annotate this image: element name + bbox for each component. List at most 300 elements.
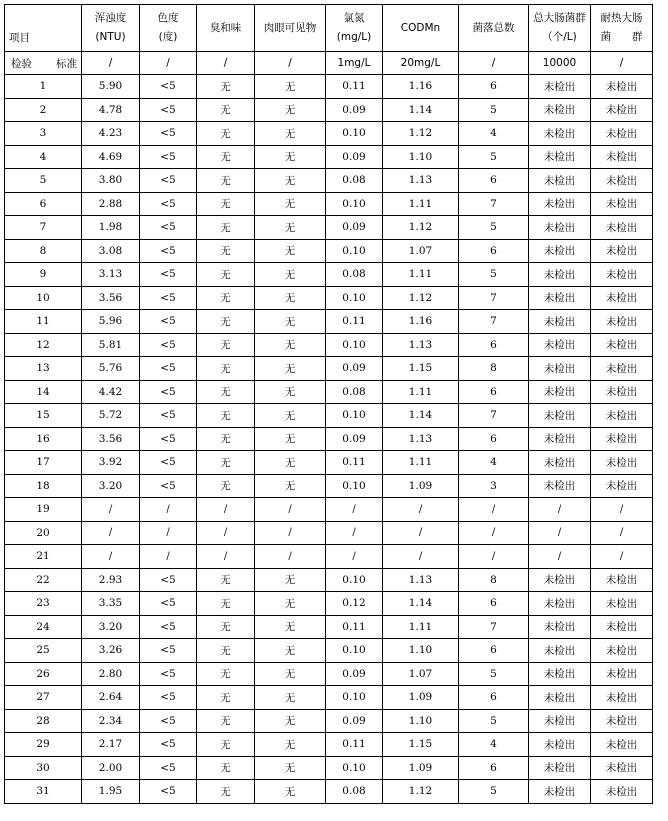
day-number: 25 — [5, 639, 82, 663]
turbidity-value: 3.20 — [82, 615, 140, 639]
turbidity-value: 3.56 — [82, 286, 140, 310]
colony-count-value: 5 — [459, 709, 529, 733]
day-number: 20 — [5, 521, 82, 545]
table-row — [5, 451, 653, 475]
ammonia-value: 0.09 — [326, 662, 383, 686]
color-value: <5 — [140, 733, 197, 757]
codmn-value: 1.16 — [383, 310, 459, 334]
header-line2: (mg/L) — [336, 31, 372, 43]
color-value: <5 — [140, 427, 197, 451]
total-coliforms-value: 未检出 — [529, 239, 591, 263]
visible-matter-value: 无 — [255, 733, 326, 757]
table-row — [5, 521, 653, 545]
codmn-value: 1.12 — [383, 780, 459, 804]
turbidity-value: 2.64 — [82, 686, 140, 710]
header-line2: 菌 群 — [600, 31, 643, 43]
odor-value: 无 — [197, 263, 255, 287]
odor-value: / — [197, 498, 255, 522]
turbidity-value: 3.08 — [82, 239, 140, 263]
data-rows — [5, 75, 653, 804]
colony-count-value: / — [459, 545, 529, 569]
header-line1: 臭和味 — [209, 21, 242, 34]
header-line1: CODMn — [400, 21, 441, 34]
codmn-value: 1.13 — [383, 169, 459, 193]
thermotolerant-coliforms-value: 未检出 — [591, 75, 653, 99]
total-coliforms-value: 未检出 — [529, 615, 591, 639]
table-row — [5, 662, 653, 686]
color-value: <5 — [140, 310, 197, 334]
colony-count-value: 5 — [459, 98, 529, 122]
header-visible-matter — [255, 5, 326, 52]
odor-value: 无 — [197, 474, 255, 498]
total-coliforms-value: 未检出 — [529, 263, 591, 287]
thermotolerant-coliforms-value: 未检出 — [591, 216, 653, 240]
colony-count-value: 8 — [459, 568, 529, 592]
standard-label-b: 标准 — [56, 57, 77, 70]
table-row — [5, 169, 653, 193]
turbidity-value: 4.42 — [82, 380, 140, 404]
day-number: 14 — [5, 380, 82, 404]
turbidity-value: 4.78 — [82, 98, 140, 122]
turbidity-value: 2.93 — [82, 568, 140, 592]
ammonia-value: 0.09 — [326, 216, 383, 240]
total-coliforms-value: 未检出 — [529, 451, 591, 475]
standard-value: 10000 — [529, 52, 591, 75]
color-value: <5 — [140, 263, 197, 287]
codmn-value: 1.14 — [383, 592, 459, 616]
thermotolerant-coliforms-value: 未检出 — [591, 380, 653, 404]
colony-count-value: 6 — [459, 75, 529, 99]
header-line1: 总大肠菌群 — [533, 12, 586, 24]
odor-value: 无 — [197, 427, 255, 451]
codmn-value: 1.13 — [383, 568, 459, 592]
colony-count-value: 6 — [459, 380, 529, 404]
ammonia-value: 0.10 — [326, 122, 383, 146]
color-value: <5 — [140, 192, 197, 216]
total-coliforms-value: 未检出 — [529, 592, 591, 616]
colony-count-value: 4 — [459, 122, 529, 146]
table-row — [5, 216, 653, 240]
day-number: 12 — [5, 333, 82, 357]
ammonia-value: 0.08 — [326, 169, 383, 193]
ammonia-value: 0.11 — [326, 451, 383, 475]
day-number: 17 — [5, 451, 82, 475]
water-quality-table-container — [4, 4, 653, 804]
total-coliforms-value: 未检出 — [529, 780, 591, 804]
table-row — [5, 780, 653, 804]
standard-value: / — [591, 52, 653, 75]
visible-matter-value: 无 — [255, 310, 326, 334]
day-number: 6 — [5, 192, 82, 216]
thermotolerant-coliforms-value: 未检出 — [591, 568, 653, 592]
total-coliforms-value: 未检出 — [529, 98, 591, 122]
thermotolerant-coliforms-value: 未检出 — [591, 427, 653, 451]
colony-count-value: 5 — [459, 780, 529, 804]
visible-matter-value: 无 — [255, 98, 326, 122]
header-ammonia — [326, 5, 383, 52]
codmn-value: 1.09 — [383, 474, 459, 498]
visible-matter-value: 无 — [255, 239, 326, 263]
day-number: 29 — [5, 733, 82, 757]
visible-matter-value: 无 — [255, 780, 326, 804]
codmn-value: / — [383, 545, 459, 569]
table-row — [5, 357, 653, 381]
header-total-coliforms — [529, 5, 591, 52]
colony-count-value: 7 — [459, 310, 529, 334]
table-row — [5, 122, 653, 146]
visible-matter-value: / — [255, 521, 326, 545]
visible-matter-value: 无 — [255, 145, 326, 169]
color-value: <5 — [140, 568, 197, 592]
thermotolerant-coliforms-value: 未检出 — [591, 145, 653, 169]
colony-count-value: 4 — [459, 451, 529, 475]
total-coliforms-value: 未检出 — [529, 310, 591, 334]
visible-matter-value: 无 — [255, 639, 326, 663]
total-coliforms-value: / — [529, 545, 591, 569]
ammonia-value: 0.11 — [326, 615, 383, 639]
thermotolerant-coliforms-value: 未检出 — [591, 615, 653, 639]
table-row — [5, 639, 653, 663]
colony-count-value: 6 — [459, 239, 529, 263]
colony-count-value: 6 — [459, 427, 529, 451]
total-coliforms-value: 未检出 — [529, 357, 591, 381]
day-number: 18 — [5, 474, 82, 498]
table-row — [5, 592, 653, 616]
odor-value: 无 — [197, 169, 255, 193]
ammonia-value: 0.10 — [326, 639, 383, 663]
thermotolerant-coliforms-value: 未检出 — [591, 756, 653, 780]
ammonia-value: 0.08 — [326, 380, 383, 404]
turbidity-value: 3.80 — [82, 169, 140, 193]
visible-matter-value: 无 — [255, 286, 326, 310]
thermotolerant-coliforms-value: / — [591, 498, 653, 522]
header-line1: 菌落总数 — [472, 21, 515, 34]
table-row — [5, 286, 653, 310]
color-value: <5 — [140, 239, 197, 263]
thermotolerant-coliforms-value: 未检出 — [591, 474, 653, 498]
color-value: <5 — [140, 662, 197, 686]
turbidity-value: / — [82, 545, 140, 569]
day-number: 16 — [5, 427, 82, 451]
color-value: <5 — [140, 780, 197, 804]
visible-matter-value: / — [255, 498, 326, 522]
day-number: 7 — [5, 216, 82, 240]
color-value: <5 — [140, 756, 197, 780]
standard-value: / — [255, 52, 326, 75]
total-coliforms-value: / — [529, 498, 591, 522]
visible-matter-value: / — [255, 545, 326, 569]
codmn-value: 1.09 — [383, 756, 459, 780]
codmn-value: 1.15 — [383, 357, 459, 381]
thermotolerant-coliforms-value: 未检出 — [591, 239, 653, 263]
odor-value: 无 — [197, 98, 255, 122]
thermotolerant-coliforms-value: 未检出 — [591, 733, 653, 757]
header-line1: 浑浊度 — [94, 12, 127, 24]
total-coliforms-value: 未检出 — [529, 474, 591, 498]
thermotolerant-coliforms-value: 未检出 — [591, 686, 653, 710]
odor-value: 无 — [197, 357, 255, 381]
turbidity-value: 4.23 — [82, 122, 140, 146]
visible-matter-value: 无 — [255, 451, 326, 475]
turbidity-value: 5.96 — [82, 310, 140, 334]
total-coliforms-value: 未检出 — [529, 380, 591, 404]
color-value: <5 — [140, 686, 197, 710]
thermotolerant-coliforms-value: 未检出 — [591, 639, 653, 663]
total-coliforms-value: / — [529, 521, 591, 545]
total-coliforms-value: 未检出 — [529, 75, 591, 99]
header-row — [5, 5, 653, 52]
ammonia-value: 0.10 — [326, 192, 383, 216]
color-value: / — [140, 498, 197, 522]
turbidity-value: 4.69 — [82, 145, 140, 169]
day-number: 11 — [5, 310, 82, 334]
colony-count-value: 6 — [459, 639, 529, 663]
thermotolerant-coliforms-value: 未检出 — [591, 780, 653, 804]
ammonia-value: 0.10 — [326, 286, 383, 310]
table-row — [5, 192, 653, 216]
day-number: 8 — [5, 239, 82, 263]
header-line1: 氯氮 — [343, 12, 365, 24]
visible-matter-value: 无 — [255, 357, 326, 381]
day-number: 21 — [5, 545, 82, 569]
turbidity-value: 2.34 — [82, 709, 140, 733]
codmn-value: 1.14 — [383, 404, 459, 428]
ammonia-value: 0.12 — [326, 592, 383, 616]
table-row — [5, 427, 653, 451]
turbidity-value: / — [82, 521, 140, 545]
odor-value: 无 — [197, 686, 255, 710]
total-coliforms-value: 未检出 — [529, 216, 591, 240]
color-value: <5 — [140, 404, 197, 428]
visible-matter-value: 无 — [255, 756, 326, 780]
ammonia-value: 0.10 — [326, 686, 383, 710]
odor-value: 无 — [197, 192, 255, 216]
colony-count-value: 4 — [459, 733, 529, 757]
table-row — [5, 756, 653, 780]
color-value: <5 — [140, 615, 197, 639]
turbidity-value: 2.80 — [82, 662, 140, 686]
visible-matter-value: 无 — [255, 427, 326, 451]
day-number: 23 — [5, 592, 82, 616]
day-number: 24 — [5, 615, 82, 639]
total-coliforms-value: 未检出 — [529, 169, 591, 193]
total-coliforms-value: 未检出 — [529, 427, 591, 451]
color-value: <5 — [140, 333, 197, 357]
table-row — [5, 380, 653, 404]
ammonia-value: 0.09 — [326, 98, 383, 122]
standard-value: / — [140, 52, 197, 75]
color-value: <5 — [140, 380, 197, 404]
thermotolerant-coliforms-value: 未检出 — [591, 263, 653, 287]
table-row — [5, 498, 653, 522]
colony-count-value: 8 — [459, 357, 529, 381]
day-number: 9 — [5, 263, 82, 287]
colony-count-value: 6 — [459, 333, 529, 357]
turbidity-value: 3.26 — [82, 639, 140, 663]
thermotolerant-coliforms-value: 未检出 — [591, 169, 653, 193]
ammonia-value: 0.09 — [326, 709, 383, 733]
turbidity-value: 3.56 — [82, 427, 140, 451]
total-coliforms-value: 未检出 — [529, 145, 591, 169]
codmn-value: 1.11 — [383, 192, 459, 216]
color-value: <5 — [140, 592, 197, 616]
total-coliforms-value: 未检出 — [529, 192, 591, 216]
odor-value: 无 — [197, 451, 255, 475]
standard-row — [5, 52, 653, 75]
colony-count-value: 6 — [459, 169, 529, 193]
table-row — [5, 474, 653, 498]
day-number: 27 — [5, 686, 82, 710]
ammonia-value: / — [326, 498, 383, 522]
odor-value: 无 — [197, 568, 255, 592]
color-value: <5 — [140, 639, 197, 663]
codmn-value: 1.13 — [383, 333, 459, 357]
day-number: 30 — [5, 756, 82, 780]
odor-value: 无 — [197, 145, 255, 169]
header-turbidity — [82, 5, 140, 52]
day-number: 3 — [5, 122, 82, 146]
total-coliforms-value: 未检出 — [529, 733, 591, 757]
thermotolerant-coliforms-value: 未检出 — [591, 286, 653, 310]
colony-count-value: 6 — [459, 756, 529, 780]
header-line2: (NTU) — [95, 31, 126, 43]
odor-value: 无 — [197, 333, 255, 357]
color-value: <5 — [140, 145, 197, 169]
codmn-value: / — [383, 498, 459, 522]
visible-matter-value: 无 — [255, 333, 326, 357]
odor-value: 无 — [197, 592, 255, 616]
ammonia-value: 0.09 — [326, 145, 383, 169]
color-value: <5 — [140, 216, 197, 240]
turbidity-value: 1.95 — [82, 780, 140, 804]
color-value: <5 — [140, 122, 197, 146]
visible-matter-value: 无 — [255, 169, 326, 193]
colony-count-value: 6 — [459, 686, 529, 710]
codmn-value: 1.13 — [383, 427, 459, 451]
table-row — [5, 709, 653, 733]
ammonia-value: 0.09 — [326, 357, 383, 381]
colony-count-value: 7 — [459, 615, 529, 639]
total-coliforms-value: 未检出 — [529, 404, 591, 428]
colony-count-value: 6 — [459, 592, 529, 616]
table-row — [5, 733, 653, 757]
day-number: 31 — [5, 780, 82, 804]
visible-matter-value: 无 — [255, 662, 326, 686]
thermotolerant-coliforms-value: 未检出 — [591, 192, 653, 216]
header-thermotolerant-coliforms — [591, 5, 653, 52]
odor-value: 无 — [197, 662, 255, 686]
standard-value: 1mg/L — [326, 52, 383, 75]
codmn-value: 1.12 — [383, 122, 459, 146]
table-row — [5, 145, 653, 169]
colony-count-value: 7 — [459, 404, 529, 428]
standard-label-cell — [5, 52, 82, 75]
color-value: <5 — [140, 474, 197, 498]
standard-value: / — [459, 52, 529, 75]
odor-value: 无 — [197, 756, 255, 780]
odor-value: 无 — [197, 780, 255, 804]
ammonia-value: 0.11 — [326, 310, 383, 334]
visible-matter-value: 无 — [255, 592, 326, 616]
day-number: 5 — [5, 169, 82, 193]
total-coliforms-value: 未检出 — [529, 568, 591, 592]
visible-matter-value: 无 — [255, 263, 326, 287]
color-value: <5 — [140, 98, 197, 122]
visible-matter-value: 无 — [255, 709, 326, 733]
total-coliforms-value: 未检出 — [529, 686, 591, 710]
visible-matter-value: 无 — [255, 615, 326, 639]
codmn-value: 1.07 — [383, 239, 459, 263]
standard-value: / — [82, 52, 140, 75]
ammonia-value: 0.10 — [326, 474, 383, 498]
turbidity-value: 5.81 — [82, 333, 140, 357]
color-value: <5 — [140, 451, 197, 475]
codmn-value: 1.11 — [383, 380, 459, 404]
table-row — [5, 404, 653, 428]
turbidity-value: 5.72 — [82, 404, 140, 428]
codmn-value: 1.11 — [383, 451, 459, 475]
odor-value: 无 — [197, 615, 255, 639]
turbidity-value: 3.13 — [82, 263, 140, 287]
colony-count-value: / — [459, 498, 529, 522]
thermotolerant-coliforms-value: 未检出 — [591, 357, 653, 381]
odor-value: 无 — [197, 239, 255, 263]
thermotolerant-coliforms-value: 未检出 — [591, 333, 653, 357]
thermotolerant-coliforms-value: 未检出 — [591, 98, 653, 122]
odor-value: 无 — [197, 286, 255, 310]
codmn-value: 1.16 — [383, 75, 459, 99]
day-number: 10 — [5, 286, 82, 310]
colony-count-value: 5 — [459, 662, 529, 686]
color-value: <5 — [140, 75, 197, 99]
header-codmn — [383, 5, 459, 52]
turbidity-value: 2.17 — [82, 733, 140, 757]
turbidity-value: 3.92 — [82, 451, 140, 475]
water-quality-table — [4, 4, 653, 804]
turbidity-value: 2.00 — [82, 756, 140, 780]
ammonia-value: 0.09 — [326, 427, 383, 451]
color-value: <5 — [140, 709, 197, 733]
thermotolerant-coliforms-value: 未检出 — [591, 122, 653, 146]
ammonia-value: / — [326, 521, 383, 545]
codmn-value: 1.11 — [383, 615, 459, 639]
odor-value: 无 — [197, 733, 255, 757]
odor-value: 无 — [197, 310, 255, 334]
odor-value: 无 — [197, 75, 255, 99]
turbidity-value: 1.98 — [82, 216, 140, 240]
ammonia-value: 0.10 — [326, 333, 383, 357]
odor-value: 无 — [197, 404, 255, 428]
table-row — [5, 98, 653, 122]
odor-value: 无 — [197, 216, 255, 240]
header-line1: 肉眼可见物 — [263, 21, 317, 34]
odor-value: / — [197, 521, 255, 545]
header-odor — [197, 5, 255, 52]
visible-matter-value: 无 — [255, 192, 326, 216]
header-line1: 色度 — [157, 12, 179, 24]
odor-value: 无 — [197, 709, 255, 733]
header-colony-count — [459, 5, 529, 52]
ammonia-value: 0.08 — [326, 263, 383, 287]
visible-matter-value: 无 — [255, 216, 326, 240]
total-coliforms-value: 未检出 — [529, 662, 591, 686]
day-number: 19 — [5, 498, 82, 522]
ammonia-value: 0.10 — [326, 568, 383, 592]
codmn-value: 1.10 — [383, 639, 459, 663]
day-number: 28 — [5, 709, 82, 733]
day-number: 22 — [5, 568, 82, 592]
colony-count-value: / — [459, 521, 529, 545]
